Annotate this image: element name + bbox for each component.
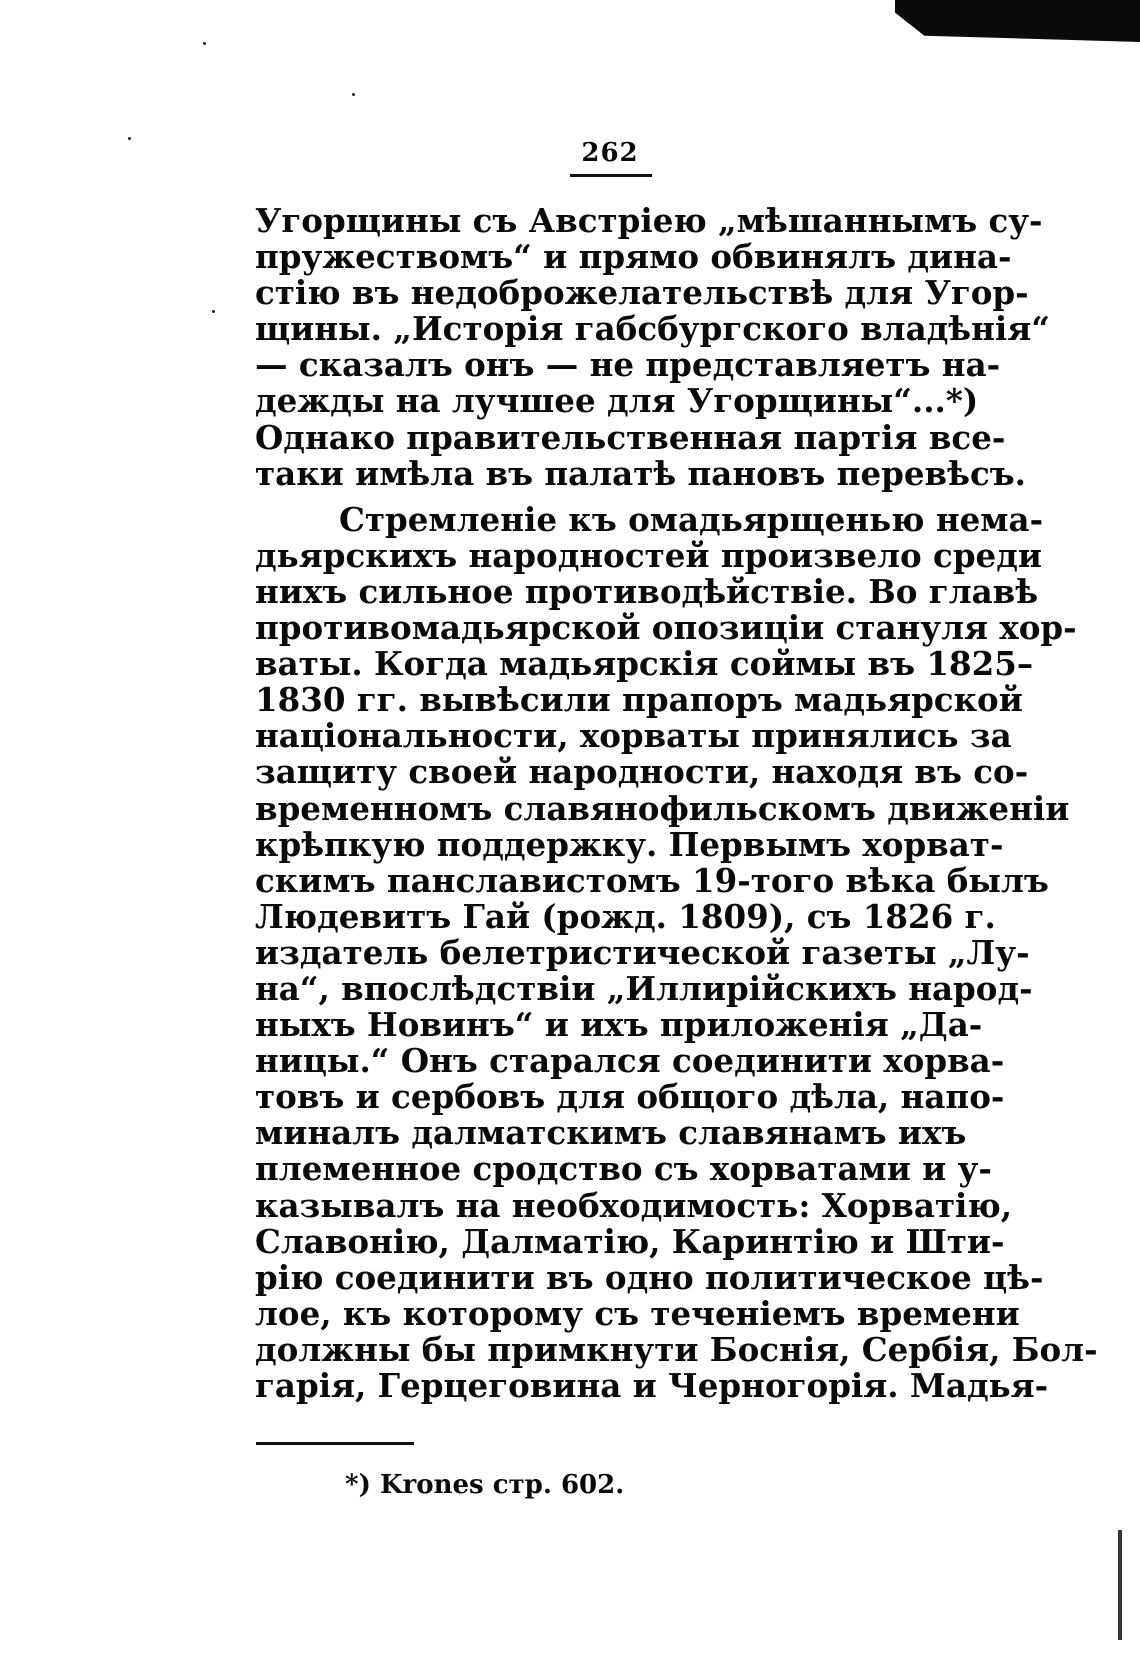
text-line: таки имѣла въ палатѣ пановъ перевѣсъ. — [255, 453, 1026, 493]
text-line: защиту своей народности, находя въ со- — [255, 752, 1029, 792]
text-line: — сказалъ онъ — не представляетъ на- — [255, 345, 1001, 385]
text-line: скимъ панславистомъ 19-того вѣка былъ — [255, 860, 1049, 900]
text-line: Славонію, Далматію, Каринтію и Шти- — [255, 1221, 1005, 1261]
scan-speck — [128, 137, 131, 140]
text-line: стію въ недоброжелательствѣ для Угор- — [255, 273, 1029, 313]
text-line: казывалъ на необходимость: Хорватію, — [255, 1185, 1013, 1225]
body-text — [255, 201, 1098, 1405]
scan-speck — [212, 310, 215, 313]
text-line: рію соединити въ одно политическое цѣ- — [255, 1257, 1044, 1297]
scan-artifact-edge — [1118, 1530, 1122, 1640]
text-line: Угорщины съ Австріею „мѣшаннымъ су- — [255, 201, 1043, 240]
text-line: племенное сродство съ хорватами и у- — [255, 1149, 992, 1189]
text-line: 1830 гг. вывѣсили прапоръ мадьярской — [255, 680, 1023, 720]
text-line: издатель белетристической газеты „Лу- — [255, 932, 1030, 972]
text-line: Стремленіе къ омадьярщенью нема- — [339, 499, 1044, 539]
text-line: гарія, Герцеговина и Черногорія. Мадья- — [255, 1366, 1049, 1405]
scan-speck — [352, 93, 355, 96]
page-number-rule — [570, 174, 652, 177]
scan-speck — [203, 42, 206, 45]
text-line: крѣпкую поддержку. Первымъ хорват- — [255, 824, 1004, 864]
text-line: пружествомъ“ и прямо обвинялъ дина- — [255, 237, 1012, 277]
text-line: товъ и сербовъ для общого дѣла, напо- — [255, 1077, 1005, 1117]
text-line: ницы.“ Онъ старался соединити хорва- — [255, 1041, 1005, 1081]
text-line: лое, къ которому съ теченіемъ времени — [255, 1293, 1020, 1333]
scan-artifact-top — [895, 0, 1140, 42]
footnote-rule — [256, 1442, 414, 1445]
text-line: противомадьярской опозиціи стануля хор- — [255, 608, 1077, 648]
page-number: 262 — [581, 138, 639, 168]
text-line: Однако правительственная партія все- — [255, 417, 1006, 457]
text-line: дьярскихъ народностей произвело среди — [255, 535, 1042, 575]
text-line: ныхъ Новинъ“ и ихъ приложенія „Да- — [255, 1005, 983, 1045]
text-line: національности, хорваты принялись за — [255, 716, 1012, 756]
text-line: дежды на лучшее для Угорщины“...*) — [255, 381, 979, 421]
text-line: временномъ славянофильскомъ движеніи — [255, 788, 1070, 828]
text-line: должны бы примкнути Боснія, Сербія, Бол- — [255, 1329, 1098, 1369]
text-line: нихъ сильное противодѣйствіе. Во главѣ — [255, 571, 1039, 611]
text-line: Людевитъ Гай (рожд. 1809), съ 1826 г. — [255, 896, 996, 936]
paragraph-1 — [255, 201, 1050, 493]
paragraph-2 — [255, 499, 1098, 1405]
text-line: ваты. Когда мадьярскія соймы въ 1825– — [255, 644, 1034, 684]
footnote: *) Krones стр. 602. — [345, 1470, 625, 1500]
text-line: на“, впослѣдствіи „Иллирійскихъ народ- — [255, 968, 1033, 1008]
text-line: миналъ далматскимъ славянамъ ихъ — [255, 1113, 967, 1153]
text-line: щины. „Исторія габсбургского владѣнія“ — [255, 309, 1050, 349]
